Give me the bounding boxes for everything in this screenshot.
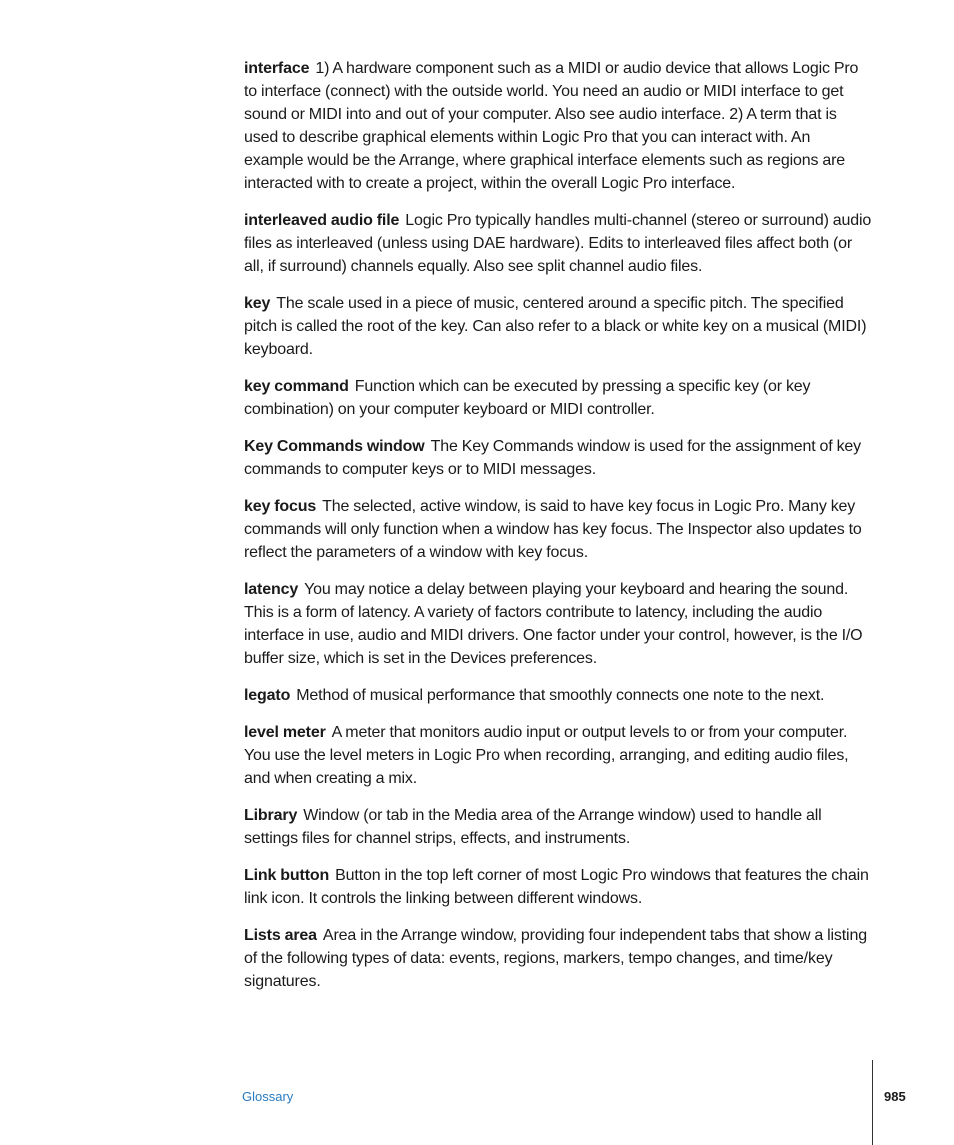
- glossary-term: Link button: [244, 867, 330, 884]
- glossary-definition: The selected, active window, is said to have key focus in Logic Pro. Many key commands will only function when a window has key focus. The Inspector also updates to reflect the parameters of a window with key focus.: [244, 498, 862, 561]
- glossary-definition: The scale used in a piece of music, centered around a specific pitch. The specified pitch is called the root of the key. Can also refer to a black or white key on a musical (MIDI) keyboard.: [244, 295, 867, 358]
- glossary-definition: The Key Commands window is used for the assignment of key commands to computer keys or to MIDI messages.: [244, 438, 862, 478]
- glossary-entry-library: [244, 804, 872, 850]
- glossary-definition: 1) A hardware component such as a MIDI or audio device that allows Logic Pro to interface (connect) with the outside world. You need an audio or MIDI interface to get sound or MIDI into and out of your computer. Also see audio interface. 2) A term that is used to describe graphical elements within Logic Pro that you can interact with. An example would be the Arrange, where graphical interface elements such as regions are interacted with to create a project, within the overall Logic Pro interface.: [244, 60, 859, 192]
- glossary-term: interface: [244, 60, 310, 77]
- glossary-term: key: [244, 295, 271, 312]
- glossary-entry-level-meter: [244, 721, 872, 790]
- glossary-term: interleaved audio file: [244, 212, 400, 229]
- glossary-term: key focus: [244, 498, 317, 515]
- glossary-term: Key Commands window: [244, 438, 425, 455]
- glossary-term: level meter: [244, 724, 326, 741]
- glossary-term: latency: [244, 581, 299, 598]
- glossary-definition: Logic Pro typically handles multi-channel (stereo or surround) audio files as interleaved (unless using DAE hardware). Edits to interleaved files affect both (or all, if surround) channels equally. Also see split channel audio files.: [244, 212, 872, 275]
- glossary-definition: Window (or tab in the Media area of the Arrange window) used to handle all settings files for channel strips, effects, and instruments.: [244, 807, 822, 847]
- glossary-entry-key-commands-window: [244, 435, 872, 481]
- glossary-entry-latency: [244, 578, 872, 670]
- glossary-entry-lists-area: [244, 924, 872, 993]
- glossary-term: Library: [244, 807, 298, 824]
- glossary-entry-key-focus: [244, 495, 872, 564]
- glossary-term: legato: [244, 687, 291, 704]
- glossary-definition: You may notice a delay between playing your keyboard and hearing the sound. This is a form of latency. A variety of factors contribute to latency, including the audio interface in use, audio and MIDI drivers. One factor under your control, however, is the I/O buffer size, which is set in the Devices preferences.: [244, 581, 863, 667]
- glossary-definition: Method of musical performance that smoothly connects one note to the next.: [296, 687, 825, 704]
- footer-divider: [872, 1060, 873, 1145]
- glossary-entry-key: [244, 292, 872, 361]
- glossary-entry-link-button: [244, 864, 872, 910]
- glossary-term: Lists area: [244, 927, 317, 944]
- glossary-definition: Button in the top left corner of most Logic Pro windows that features the chain link icon. It controls the linking between different windows.: [244, 867, 869, 907]
- glossary-entry-legato: [244, 684, 872, 707]
- glossary-entry-interleaved-audio-file: [244, 209, 872, 278]
- glossary-definition: Area in the Arrange window, providing four independent tabs that show a listing of the following types of data: events, regions, markers, tempo changes, and time/key signatures.: [244, 927, 867, 990]
- glossary-definition: A meter that monitors audio input or output levels to or from your computer. You use the level meters in Logic Pro when recording, arranging, and editing audio files, and when creating a mix.: [244, 724, 849, 787]
- glossary-definition: Function which can be executed by pressing a specific key (or key combination) on your computer keyboard or MIDI controller.: [244, 378, 811, 418]
- glossary-entry-interface: [244, 57, 872, 195]
- page-number: 985: [884, 1089, 906, 1104]
- glossary-entry-key-command: [244, 375, 872, 421]
- footer-section-title: Glossary: [242, 1089, 294, 1104]
- glossary-entries: [244, 57, 872, 1007]
- glossary-term: key command: [244, 378, 349, 395]
